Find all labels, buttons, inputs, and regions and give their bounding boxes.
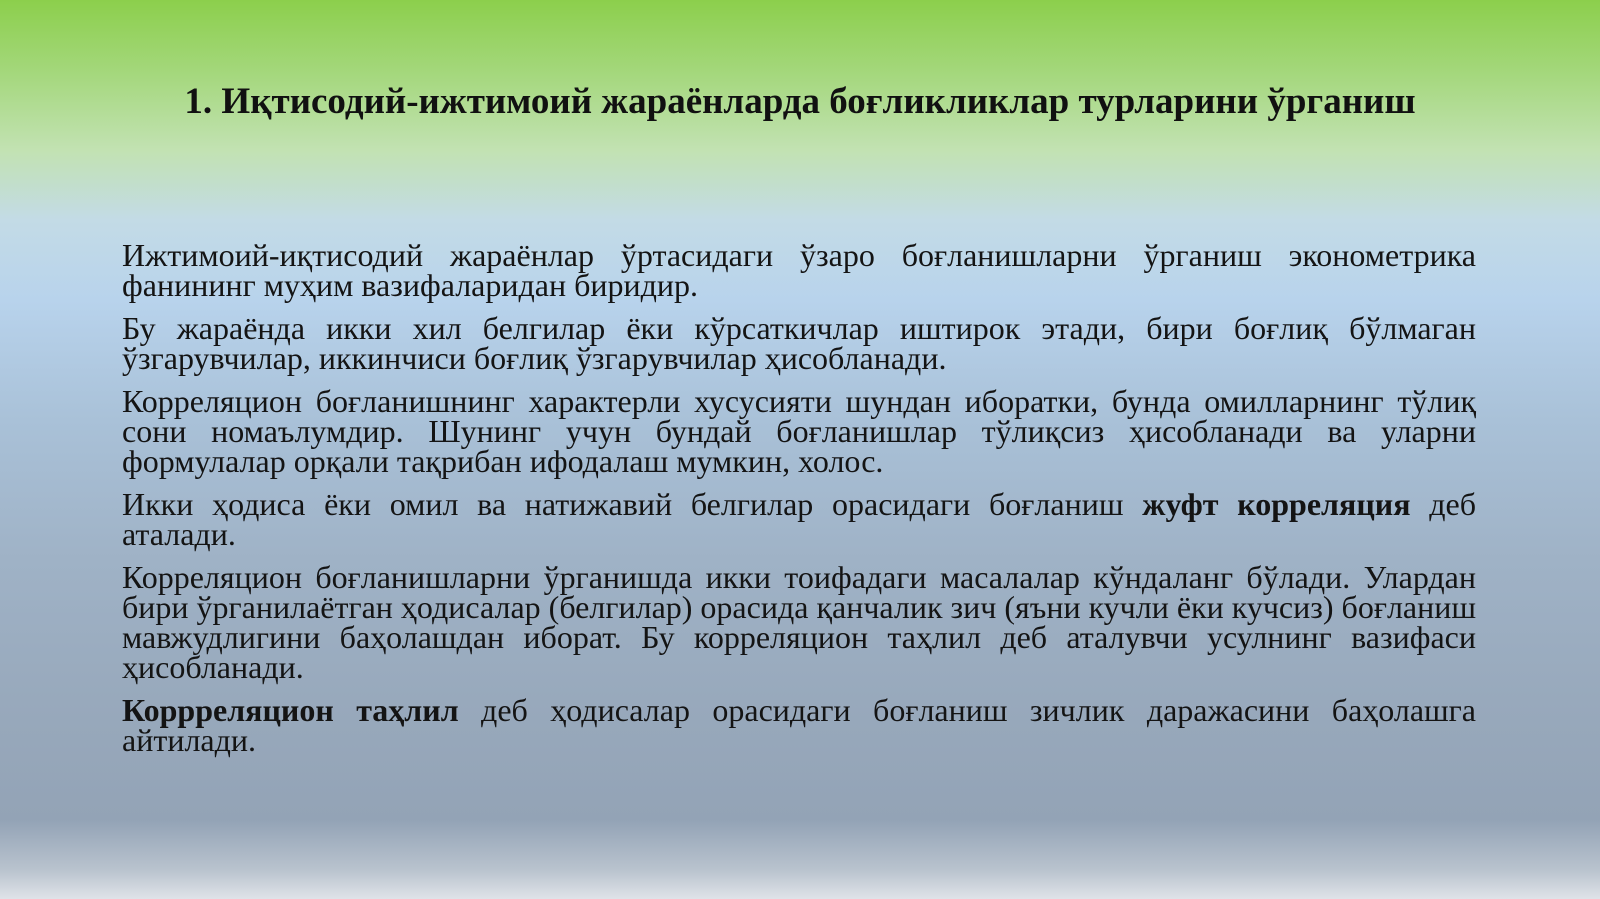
paragraph-4-text: Икки ҳодиса ёки омил ва натижавий белгилар орасидаги боғланиш — [122, 486, 1143, 522]
paragraph-4-tail: деб аталади. — [122, 486, 1477, 552]
paragraph-4 — [122, 486, 1477, 552]
slide-body — [122, 237, 1477, 768]
paragraph-4-term: жуфт корреляция — [1142, 486, 1411, 522]
paragraph-1: Ижтимоий-иқтисодий жараёнлар ўртасидаги ўзаро боғланишларни ўрганиш эконометрика фанининг муҳим вазифаларидан биридир. — [122, 237, 1476, 303]
paragraph-2: Бу жараёнда икки хил белгилар ёки кўрсаткичлар иштирок этади, бири боғлиқ бўлмаган ўзгарувчилар, иккинчиси боғлиқ ўзгарувчилар ҳисобланади. — [122, 310, 1476, 376]
paragraph-3: Корреляцион боғланишнинг характерли хусусияти шундан иборатки, бунда омилларнинг тўлиқ сони номаълумдир. Шунинг учун бундай боғланишлар тўлиқсиз ҳисобланади ва уларни формулалар орқали тақрибан ифодалаш мумкин, холос. — [122, 383, 1476, 479]
slide-title: 1. Иқтисодий-ижтимоий жараёнларда боғликликлар турларини ўрганиш — [184, 81, 1416, 122]
paragraph-6-term: Коррреляцион таҳлил — [122, 692, 459, 728]
paragraph-5: Корреляцион боғланишларни ўрганишда икки тоифадаги масалалар кўндаланг бўлади. Улардан бири ўрганилаётган ҳодисалар (белгилар) орасида қанчалик зич (яъни кучли ёки кучсиз) боғланиш мавжудлигини баҳолашдан иборат. Бу корреляцион таҳлил деб аталувчи усулнинг вазифаси ҳисобланади. — [122, 559, 1476, 685]
paragraph-6-tail: деб ҳодисалар орасидаги боғланиш зичлик даражасини баҳолашга айтилади. — [122, 692, 1476, 758]
paragraph-6 — [122, 692, 1476, 758]
